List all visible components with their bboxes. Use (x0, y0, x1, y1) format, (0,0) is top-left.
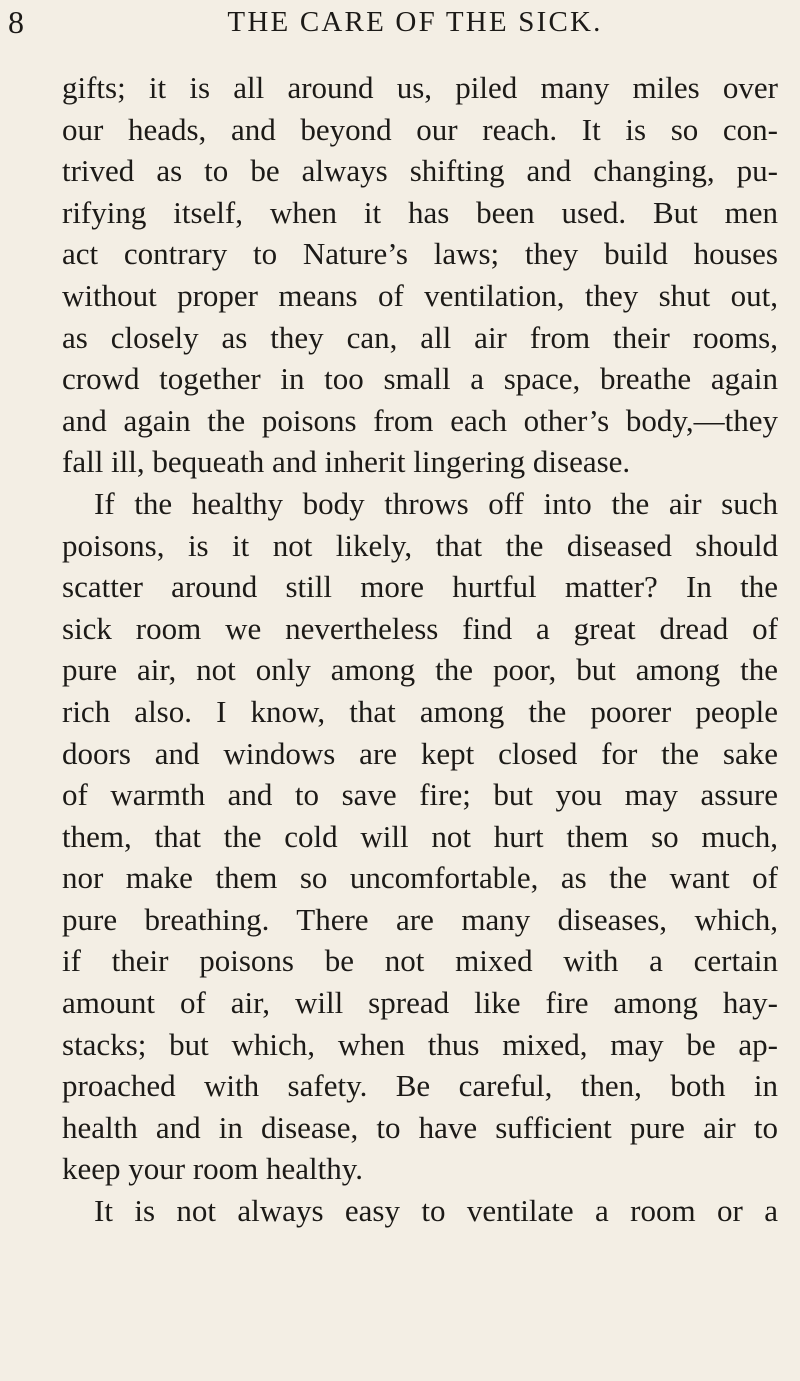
text-line: sick room we nevertheless find a great dread of (62, 610, 778, 646)
text-line: pure air, not only among the poor, but among the (62, 652, 778, 688)
running-title: THE CARE OF THE SICK. (227, 6, 603, 38)
text-line: poisons, is it not likely, that the diseased should (62, 527, 778, 563)
text-line: It is not always easy to ventilate a room or a (94, 1193, 778, 1229)
text-line: if their poisons be not mixed with a certain (62, 943, 778, 979)
text-line: If the healthy body throws off into the air such (94, 485, 778, 521)
text-line: gifts; it is all around us, piled many miles over (62, 70, 778, 105)
text-line: proached with safety. Be careful, then, both in (62, 1068, 778, 1104)
text-line: trived as to be always shifting and changing, pu- (62, 153, 778, 189)
text-line: stacks; but which, when thus mixed, may be ap- (62, 1026, 778, 1062)
text-line: doors and windows are kept closed for the sake (62, 735, 778, 771)
running-head (0, 2, 800, 42)
text-line: scatter around still more hurtful matter? In the (62, 569, 778, 605)
text-line: them, that the cold will not hurt them so much, (62, 818, 778, 854)
text-line: our heads, and beyond our reach. It is so con- (62, 111, 778, 147)
text-line: rich also. I know, that among the poorer people (62, 693, 778, 729)
text-line: act contrary to Nature’s laws; they build houses (62, 236, 778, 272)
body-text (62, 67, 778, 1232)
text-line: crowd together in too small a space, breathe again (62, 361, 778, 397)
text-line: and again the poisons from each other’s body,—they (62, 402, 778, 438)
text-line: nor make them so uncomfortable, as the want of (62, 860, 778, 896)
text-line: rifying itself, when it has been used. But men (62, 194, 778, 230)
page-number: 8 (8, 4, 25, 40)
text-line: health and in disease, to have sufficient pure air to (62, 1109, 778, 1145)
text-line: fall ill, bequeath and inherit lingering disease. (62, 444, 631, 480)
text-line: keep your room healthy. (62, 1151, 364, 1187)
text-line: pure breathing. There are many diseases, which, (62, 901, 778, 937)
text-line: of warmth and to save fire; but you may assure (62, 777, 778, 813)
text-line: amount of air, will spread like fire among hay- (62, 985, 778, 1021)
text-line: as closely as they can, all air from their rooms, (62, 319, 778, 355)
text-line: without proper means of ventilation, they shut out, (62, 277, 778, 313)
